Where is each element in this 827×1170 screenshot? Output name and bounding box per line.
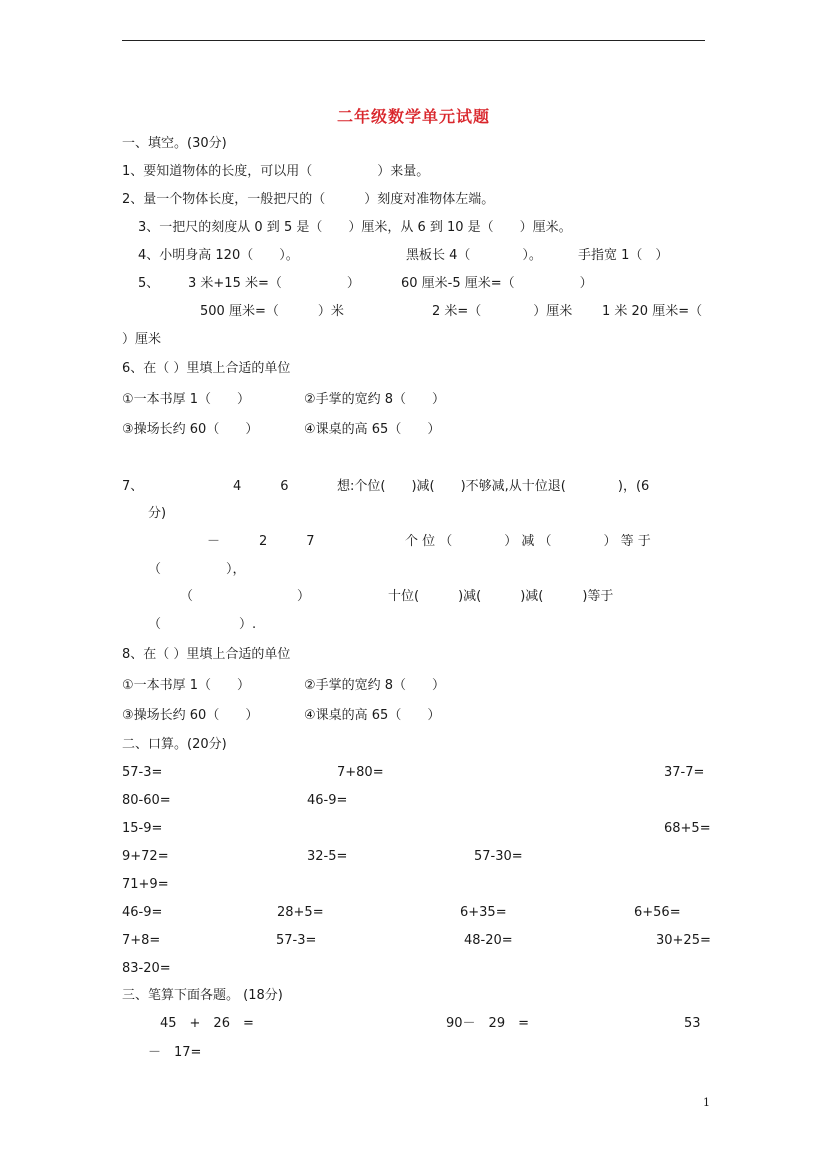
- question-4-blackboard: 黑板长 4（ ）。: [406, 248, 542, 263]
- question-1: 1、要知道物体的长度，可以用（ ）来量。: [122, 164, 430, 179]
- question-6-item-d: ④课桌的高 65（ ）: [304, 422, 441, 437]
- page-number: 1: [703, 1096, 710, 1109]
- oral-item: 83-20=: [122, 961, 171, 976]
- oral-item: 57-3=: [122, 765, 163, 780]
- oral-item: 28+5=: [277, 905, 324, 920]
- oral-item: 46-9=: [307, 793, 348, 808]
- question-3: 3、一把尺的刻度从 0 到 5 是（ ）厘米，从 6 到 10 是（ ）厘米。: [138, 220, 572, 235]
- oral-item: 7+80=: [337, 765, 384, 780]
- question-8-heading: 8、在（ ）里填上合适的单位: [122, 647, 291, 662]
- page-title: 二年级数学单元试题: [336, 107, 490, 126]
- oral-item: 37-7=: [664, 765, 705, 780]
- question-8-item-c: ③操场长约 60（ ）: [122, 708, 259, 723]
- question-2: 2、量一个物体长度，一般把尺的（ ）刻度对准物体左端。: [122, 192, 495, 207]
- question-5-expr-b: 60 厘米-5 厘米=（ ）: [401, 276, 593, 291]
- question-5-number: 5、: [138, 276, 160, 291]
- question-5-expr-f: ）厘米: [122, 332, 162, 347]
- oral-item: 48-20=: [464, 933, 513, 948]
- oral-item: 32-5=: [307, 849, 348, 864]
- question-4-finger: 手指宽 1（ ）: [578, 248, 669, 263]
- oral-item: 30+25=: [656, 933, 711, 948]
- question-6-item-b: ②手掌的宽约 8（ ）: [304, 392, 446, 407]
- oral-item: 71+9=: [122, 877, 169, 892]
- question-5-expr-a: 3 米+15 米=（ ）: [188, 276, 360, 291]
- written-problem-c-cont: － 17=: [148, 1045, 202, 1060]
- question-4-height: 4、小明身高 120（ ）。: [138, 248, 299, 263]
- question-6-heading: 6、在（ ）里填上合适的单位: [122, 361, 291, 376]
- oral-item: 6+56=: [634, 905, 681, 920]
- question-5-expr-c: 500 厘米=（ ）米: [200, 304, 344, 319]
- question-5-expr-d: 2 米=（ ）厘米: [432, 304, 573, 319]
- question-6-item-a: ①一本书厚 1（ ）: [122, 392, 251, 407]
- oral-item: 57-30=: [474, 849, 523, 864]
- question-7-text-line-4a: （ ）: [180, 589, 311, 604]
- oral-item: 6+35=: [460, 905, 507, 920]
- question-8-item-a: ①一本书厚 1（ ）: [122, 678, 251, 693]
- question-7-text-line-2: 个 位 （ ） 减 （ ） 等 于: [405, 534, 651, 549]
- question-8-item-b: ②手掌的宽约 8（ ）: [304, 678, 446, 693]
- written-problem-a: 45 + 26 =: [160, 1016, 254, 1031]
- question-7-text-line-3: （ ），: [148, 562, 246, 577]
- question-6-item-c: ③操场长约 60（ ）: [122, 422, 259, 437]
- question-7-minus-digits: － 2 7: [207, 534, 315, 549]
- oral-item: 68+5=: [664, 821, 711, 836]
- section-written-heading: 三、笔算下面各题。 (18分): [122, 988, 283, 1003]
- question-7-text-line-4b: 十位( )减( )减( )等于: [388, 589, 614, 604]
- oral-item: 15-9=: [122, 821, 163, 836]
- written-problem-c: 53: [684, 1016, 701, 1031]
- question-7-text-line-1: 想:个位( )减( )不够减,从十位退( )，(6: [337, 479, 650, 494]
- oral-item: 9+72=: [122, 849, 169, 864]
- question-7-score: 分): [148, 506, 167, 521]
- oral-item: 80-60=: [122, 793, 171, 808]
- section-oral-heading: 二、口算。(20分): [122, 737, 227, 752]
- question-7-text-line-5: （ ）.: [148, 617, 257, 632]
- oral-item: 7+8=: [122, 933, 161, 948]
- header-rule: [122, 40, 705, 41]
- question-7-number: 7、: [122, 479, 144, 494]
- oral-item: 46-9=: [122, 905, 163, 920]
- written-problem-b: 90－ 29 =: [446, 1016, 529, 1031]
- section-fill-blank-heading: 一、填空。(30分): [122, 136, 227, 151]
- question-5-expr-e: 1 米 20 厘米=（: [602, 304, 703, 319]
- question-7-top-digits: 4 6: [233, 479, 289, 494]
- question-8-item-d: ④课桌的高 65（ ）: [304, 708, 441, 723]
- oral-item: 57-3=: [276, 933, 317, 948]
